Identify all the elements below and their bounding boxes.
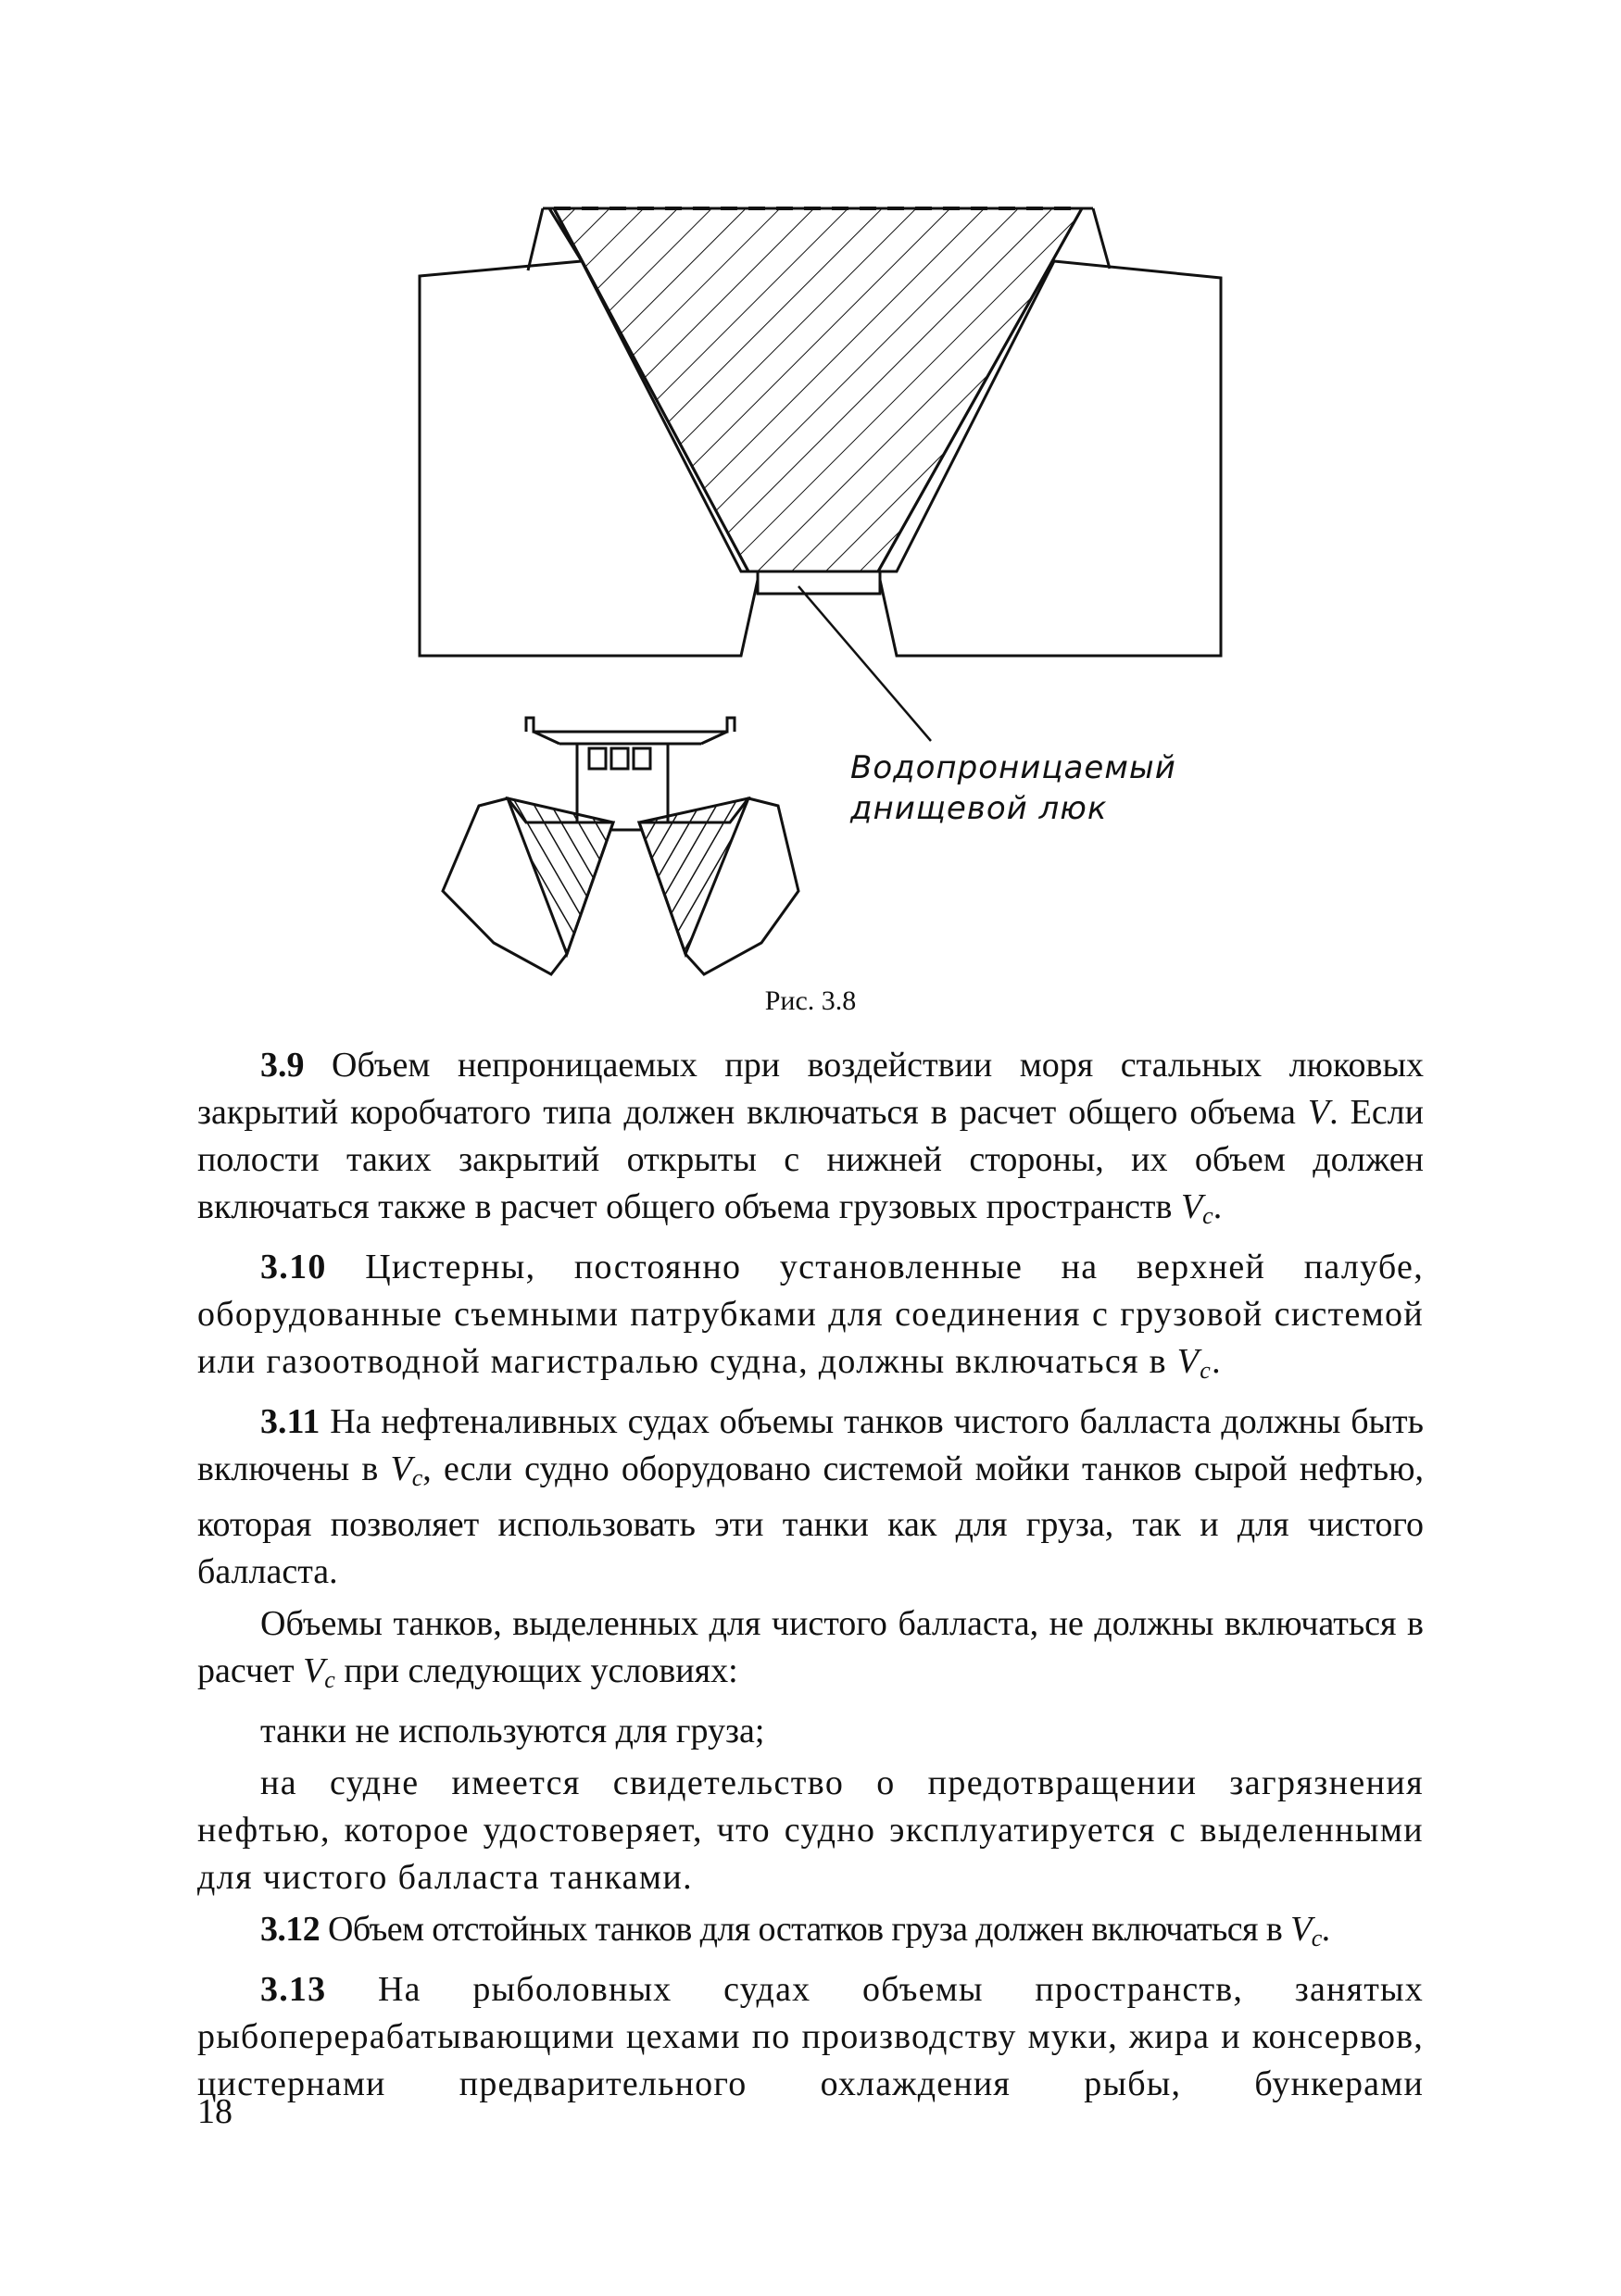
paragraph-text: при следующих условиях: bbox=[334, 1651, 738, 1690]
paragraph-3-12 bbox=[197, 1906, 1424, 1962]
variable-v: V bbox=[1180, 1187, 1203, 1226]
paragraph-text: Цистерны, постоянно установленные на верхней палубе, оборудованные съемными патрубками для соединения с грузовой системой или газоотводной магистралью судна, должны включаться в bbox=[197, 1248, 1424, 1381]
variable-v: V bbox=[1307, 1093, 1330, 1132]
paragraph-3-11 bbox=[197, 1399, 1424, 1596]
variable-subscript: c bbox=[1200, 1357, 1213, 1384]
variable-v: V bbox=[303, 1651, 325, 1690]
page-number: 18 bbox=[197, 2092, 232, 2131]
paragraph-text: Объем непроницаемых при воздействии моря стальных люковых закрытий коробчатого типа должен включаться в расчет общего объема bbox=[197, 1046, 1424, 1132]
variable-v: V bbox=[390, 1449, 412, 1488]
figure-label-line2: днищевой люк bbox=[850, 790, 1108, 827]
variable-subscript: c bbox=[324, 1666, 335, 1693]
figure-caption: Рис. 3.8 bbox=[764, 985, 857, 1016]
variable-v: V bbox=[1176, 1342, 1200, 1381]
paragraph-text: На рыболовных судах объемы пространств, занятых рыбоперерабатывающими цехами по производству муки, жира и консервов, цистернами предварительного охлаждения рыбы, бункерами bbox=[197, 1970, 1424, 2103]
clause-number: 3.13 bbox=[260, 1970, 327, 2009]
paragraph-text: , если судно оборудовано системой мойки танков сырой нефтью, которая позволяет использовать эти танки как для груза, так и для чистого балласта. bbox=[197, 1449, 1424, 1591]
figure-3-8 bbox=[0, 0, 1621, 1093]
split-hopper-ship bbox=[443, 718, 798, 974]
clause-number: 3.12 bbox=[260, 1910, 320, 1949]
ship-deck-rail bbox=[526, 718, 735, 732]
variable-subscript: c bbox=[1202, 1202, 1213, 1229]
paragraph-text: . bbox=[1213, 1187, 1223, 1226]
paragraph-text: . bbox=[1321, 1910, 1330, 1949]
paragraph-text: на судне имеется свидетельство о предотвращении загрязнения нефтью, которое удостоверяет, что судно эксплуатируется с выделенными для чистого балласта танками. bbox=[197, 1763, 1424, 1897]
hopper-section bbox=[420, 208, 1221, 741]
paragraph-text: . bbox=[1212, 1342, 1222, 1381]
variable-subscript: c bbox=[1311, 1925, 1322, 1951]
paragraph-3-10 bbox=[197, 1244, 1424, 1394]
variable-subscript: c bbox=[411, 1464, 423, 1491]
paragraph-text: танки не используются для груза; bbox=[260, 1712, 765, 1750]
clause-number: 3.10 bbox=[260, 1248, 327, 1286]
bottom-hatch-door bbox=[758, 571, 880, 594]
variable-v: V bbox=[1290, 1910, 1312, 1949]
paragraph-3-13 bbox=[197, 1966, 1424, 2108]
paragraph-condition-2 bbox=[197, 1760, 1424, 1901]
paragraph-ballast-conditions bbox=[197, 1600, 1424, 1703]
clause-number: 3.9 bbox=[260, 1046, 305, 1085]
figure-label-line1: Водопроницаемый bbox=[850, 749, 1176, 786]
body-text bbox=[197, 1042, 1424, 2113]
clause-number: 3.11 bbox=[260, 1402, 320, 1441]
hopper-diagram bbox=[0, 0, 1621, 1093]
paragraph-text: Объемы танков, выделенных для чистого балласта, не должны включаться в расчет bbox=[197, 1604, 1424, 1690]
paragraph-text: Объем отстойных танков для остатков груза должен включаться в bbox=[320, 1910, 1291, 1949]
paragraph-text: . Если полости таких закрытий открыты с нижней стороны, их объем должен включаться также в расчет общего объема грузовых пространств bbox=[197, 1093, 1424, 1226]
paragraph-text: На нефтеналивных судах объемы танков чистого балласта должны быть включены в bbox=[197, 1402, 1424, 1488]
paragraph-3-9 bbox=[197, 1042, 1424, 1239]
paragraph-condition-1 bbox=[197, 1708, 1424, 1755]
